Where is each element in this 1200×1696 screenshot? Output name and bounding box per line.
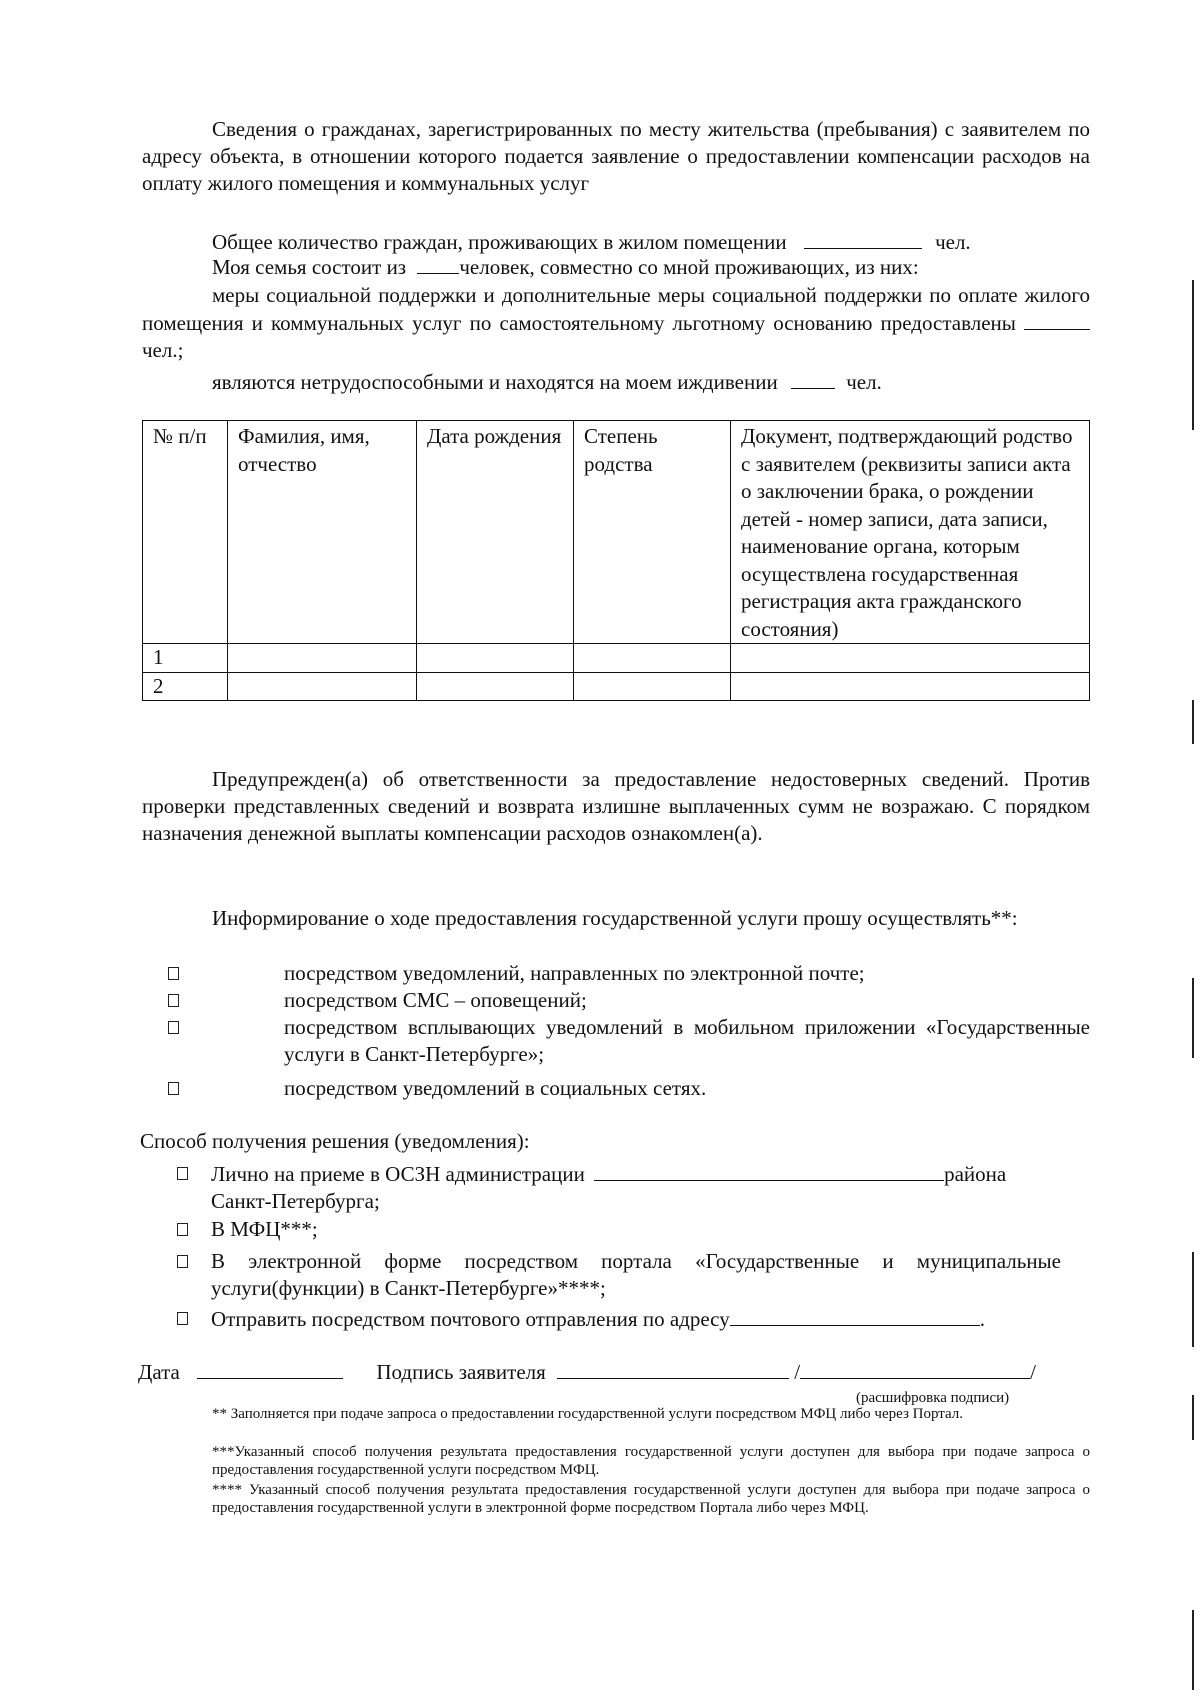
family-size-prefix: Моя семья состоит из — [212, 255, 407, 279]
scan-edge-mark — [1192, 978, 1194, 1058]
header-document: Документ, подтверждающий родство с заявителем (реквизиты записи акта о заключении брака, о рождении детей - номер записи, дата записи, наименование органа, которым осуществлена государственная регистрация акта гражданского состояния) — [731, 421, 1090, 644]
informing-option-label: посредством всплывающих уведомлений в мобильном приложении «Государственные услуги в Санкт-Петербурге»; — [284, 1015, 1090, 1066]
cell-birth-date[interactable] — [417, 644, 574, 673]
header-number: № п/п — [143, 421, 228, 644]
total-count-label: Общее количество граждан, проживающих в жилом помещении — [212, 230, 787, 254]
heading-paragraph: Сведения о гражданах, зарегистрированных по месту жительства (пребывания) с заявителем по адресу объекта, в отношении которого подается заявление о предоставлении компенсации расходов на оплату жилого помещения и коммунальных услуг — [142, 117, 1090, 195]
support-unit: чел.; — [142, 338, 184, 362]
support-count-field[interactable] — [1024, 309, 1090, 330]
support-paragraph — [142, 282, 1090, 364]
relatives-table — [142, 420, 1090, 701]
table-row — [143, 644, 1090, 673]
footnote-2: ***Указанный способ получения результата предоставления государственной услуги доступен для выбора при подаче запроса о предоставления государственной услуги посредством МФЦ. — [212, 1444, 1090, 1478]
signature-line — [138, 1358, 1036, 1386]
in-person-label — [211, 1160, 1071, 1215]
cell-relation[interactable] — [574, 672, 731, 701]
date-label: Дата — [138, 1360, 180, 1384]
header-relation: Степень родства — [574, 421, 731, 644]
table-header-row — [143, 421, 1090, 644]
dependents-count-field[interactable] — [791, 368, 835, 389]
mfc-checkbox[interactable] — [177, 1223, 188, 1236]
informing-option-label: посредством уведомлений в социальных сетях. — [284, 1076, 707, 1100]
mail-checkbox[interactable] — [177, 1312, 188, 1325]
decision-title: Способ получения решения (уведомления): — [140, 1129, 530, 1153]
header-full-name: Фамилия, имя, отчество — [228, 421, 417, 644]
scan-edge-mark — [1192, 1395, 1194, 1440]
informing-option-label: посредством уведомлений, направленных по электронной почте; — [284, 961, 865, 985]
mail-prefix: Отправить посредством почтового отправления по адресу — [211, 1307, 730, 1331]
dependents-label: являются нетрудоспособными и находятся на моем иждивении — [212, 370, 778, 394]
scan-edge-mark — [1192, 1252, 1194, 1347]
cell-birth-date[interactable] — [417, 672, 574, 701]
date-field[interactable] — [197, 1358, 343, 1379]
scan-edge-mark — [1192, 700, 1194, 744]
support-text: меры социальной поддержки и дополнительные меры социальной поддержки по оплате жилого помещения и коммунальных услуг по самостоятельному льготному основанию предоставлены — [142, 283, 1090, 335]
warning-paragraph: Предупрежден(а) об ответственности за предоставление недостоверных сведений. Против проверки представленных сведений и возврата излишне выплаченных сумм не возражаю. С порядком назначения денежной выплаты компенсации расходов ознакомлен(а). — [142, 767, 1090, 845]
total-count-unit: чел. — [935, 230, 971, 254]
scan-edge-mark — [1192, 280, 1194, 430]
cell-document[interactable] — [731, 644, 1090, 673]
dependents-unit: чел. — [846, 370, 882, 394]
sms-checkbox[interactable] — [168, 994, 179, 1007]
informing-option-label: посредством СМС – оповещений; — [284, 988, 587, 1012]
mail-end: . — [979, 1307, 985, 1331]
decode-caption: (расшифровка подписи) — [856, 1390, 1010, 1406]
signature-decode-field[interactable] — [800, 1358, 1030, 1379]
signature-slash-right: / — [1030, 1360, 1036, 1384]
family-size-line — [212, 253, 919, 281]
cell-full-name[interactable] — [228, 672, 417, 701]
in-person-city: Санкт-Петербурга; — [211, 1189, 380, 1213]
scan-edge-mark — [1192, 1610, 1194, 1690]
row-number: 2 — [143, 672, 228, 701]
signature-field[interactable] — [557, 1358, 789, 1379]
app-push-checkbox[interactable] — [168, 1021, 179, 1034]
mail-address-field[interactable] — [730, 1305, 980, 1326]
district-field[interactable] — [594, 1160, 944, 1181]
header-birth-date: Дата рождения — [417, 421, 574, 644]
family-size-field[interactable] — [417, 253, 459, 274]
cell-full-name[interactable] — [228, 644, 417, 673]
sign-label: Подпись заявителя — [376, 1360, 546, 1384]
family-size-suffix: человек, совместно со мной проживающих, из них: — [459, 255, 919, 279]
total-count-field[interactable] — [804, 228, 922, 249]
table-row — [143, 672, 1090, 701]
mfc-label: В МФЦ***; — [211, 1217, 318, 1241]
mail-label — [211, 1305, 1071, 1333]
in-person-suffix: района — [944, 1162, 1007, 1186]
signature-slash-left: / — [794, 1360, 801, 1384]
decision-option-in-person — [177, 1160, 1097, 1216]
cell-relation[interactable] — [574, 644, 731, 673]
total-count-line — [212, 228, 971, 256]
social-checkbox[interactable] — [168, 1082, 179, 1095]
informing-intro: Информирование о ходе предоставления государственной услуги прошу осуществлять**: — [212, 906, 1018, 930]
row-number: 1 — [143, 644, 228, 673]
in-person-prefix: Лично на приеме в ОСЗН администрации — [211, 1162, 585, 1186]
footnote-1: ** Заполняется при подаче запроса о предоставлении государственной услуги посредством МФЦ либо через Портал. — [212, 1406, 964, 1422]
portal-label: В электронной форме посредством портала «Государственные и муниципальные услуги(функции) в Санкт-Петербурге»****; — [211, 1249, 1061, 1300]
in-person-checkbox[interactable] — [177, 1167, 188, 1180]
cell-document[interactable] — [731, 672, 1090, 701]
footnote-3: **** Указанный способ получения результата предоставления государственной услуги доступен для выбора при подаче запроса о предоставления государственной услуги в электронной форме посредством Портала либо через МФЦ. — [212, 1482, 1090, 1516]
portal-checkbox[interactable] — [177, 1255, 188, 1268]
dependents-line — [212, 368, 882, 396]
email-checkbox[interactable] — [168, 967, 179, 980]
